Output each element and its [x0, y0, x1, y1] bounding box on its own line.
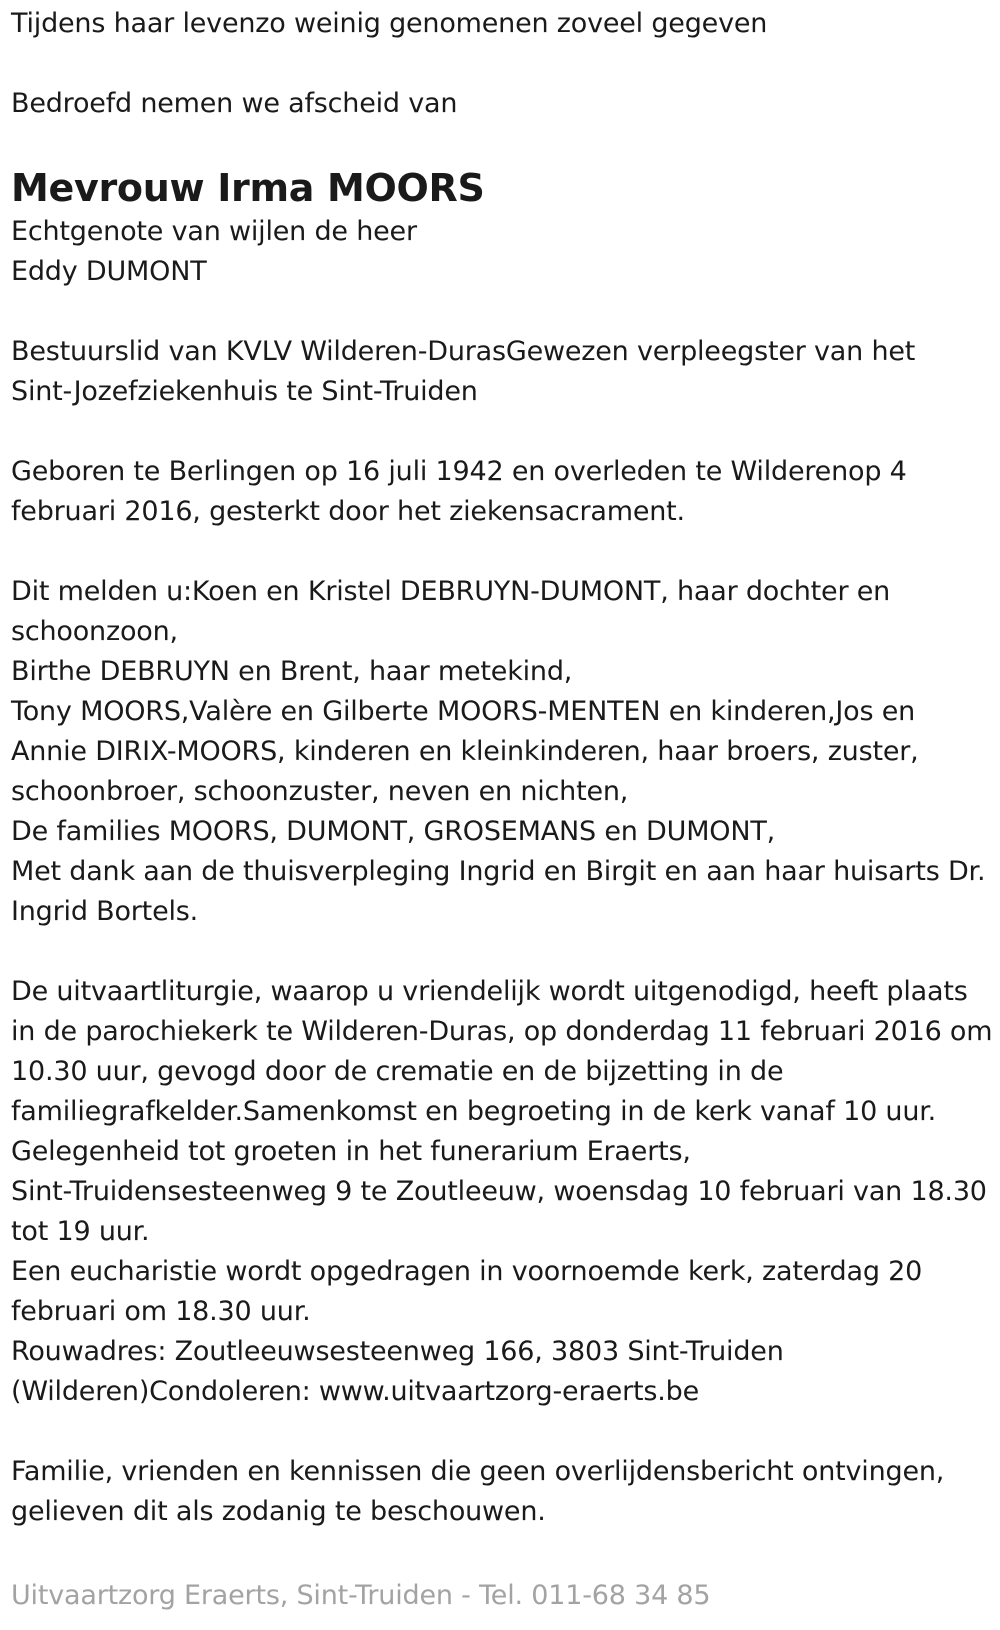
deceased-name: Mevrouw Irma MOORS [11, 166, 485, 210]
spouse-line: Eddy DUMONT [11, 256, 207, 287]
closing-line: gelieven dit als zodanig te beschouwen. [11, 1496, 546, 1527]
family-line: Birthe DEBRUYN en Brent, haar metekind, [11, 656, 573, 687]
family-line: Dit melden u:Koen en Kristel DEBRUYN-DUMONT, haar dochter en [11, 576, 891, 607]
family-line: Tony MOORS,Valère en Gilberte MOORS-MENTEN en kinderen,Jos en [11, 696, 916, 727]
family-line: Met dank aan de thuisverpleging Ingrid en Birgit en aan haar huisarts Dr. [11, 856, 986, 887]
obituary-notice [11, 0, 996, 1532]
role-line: Sint-Jozefziekenhuis te Sint-Truiden [11, 376, 478, 407]
role-line: Bestuurslid van KVLV Wilderen-DurasGewezen verpleegster van het [11, 336, 916, 367]
family-line: De families MOORS, DUMONT, GROSEMANS en DUMONT, [11, 816, 776, 847]
funeral-line: 10.30 uur, gevogd door de crematie en de bijzetting in de [11, 1056, 784, 1087]
intro-text: Tijdens haar levenzo weinig genomenen zoveel gegeven [11, 8, 768, 39]
closing-section [11, 1452, 996, 1532]
family-line: Ingrid Bortels. [11, 896, 199, 927]
funeral-line: Sint-Truidensesteenweg 9 te Zoutleeuw, woensdag 10 februari van 18.30 [11, 1176, 987, 1207]
birth-death-section [11, 452, 996, 532]
birth-death-line: februari 2016, gesterkt door het ziekensacrament. [11, 496, 685, 527]
funeral-line: Een eucharistie wordt opgedragen in voornoemde kerk, zaterdag 20 [11, 1256, 923, 1287]
funeral-line: familiegrafkelder.Samenkomst en begroeting in de kerk vanaf 10 uur. [11, 1096, 937, 1127]
spouse-line: Echtgenote van wijlen de heer [11, 216, 417, 247]
funeral-line: in de parochiekerk te Wilderen-Duras, op donderdag 11 februari 2016 om [11, 1016, 993, 1047]
funeral-line: (Wilderen)Condoleren: www.uitvaartzorg-eraerts.be [11, 1376, 699, 1407]
family-line: Annie DIRIX-MOORS, kinderen en kleinkinderen, haar broers, zuster, [11, 736, 919, 767]
funeral-line: Rouwadres: Zoutleeuwsesteenweg 166, 3803 Sint-Truiden [11, 1336, 784, 1367]
funeral-line: tot 19 uur. [11, 1216, 150, 1247]
lead-text: Bedroefd nemen we afscheid van [11, 88, 458, 119]
family-section [11, 572, 996, 932]
family-line: schoonzoon, [11, 616, 178, 647]
funeral-line: De uitvaartliturgie, waarop u vriendelijk wordt uitgenodigd, heeft plaats [11, 976, 968, 1007]
funeral-section [11, 972, 996, 1412]
funeral-line: Gelegenheid tot groeten in het funerarium Eraerts, [11, 1136, 691, 1167]
closing-line: Familie, vrienden en kennissen die geen overlijdensbericht ontvingen, [11, 1456, 945, 1487]
family-line: schoonbroer, schoonzuster, neven en nichten, [11, 776, 629, 807]
footer-funeral-home: Uitvaartzorg Eraerts, Sint-Truiden - Tel. 011-68 34 85 [11, 1580, 711, 1611]
birth-death-line: Geboren te Berlingen op 16 juli 1942 en overleden te Wilderenop 4 [11, 456, 907, 487]
funeral-line: februari om 18.30 uur. [11, 1296, 311, 1327]
role-section [11, 332, 996, 412]
spouse-section [11, 212, 996, 292]
